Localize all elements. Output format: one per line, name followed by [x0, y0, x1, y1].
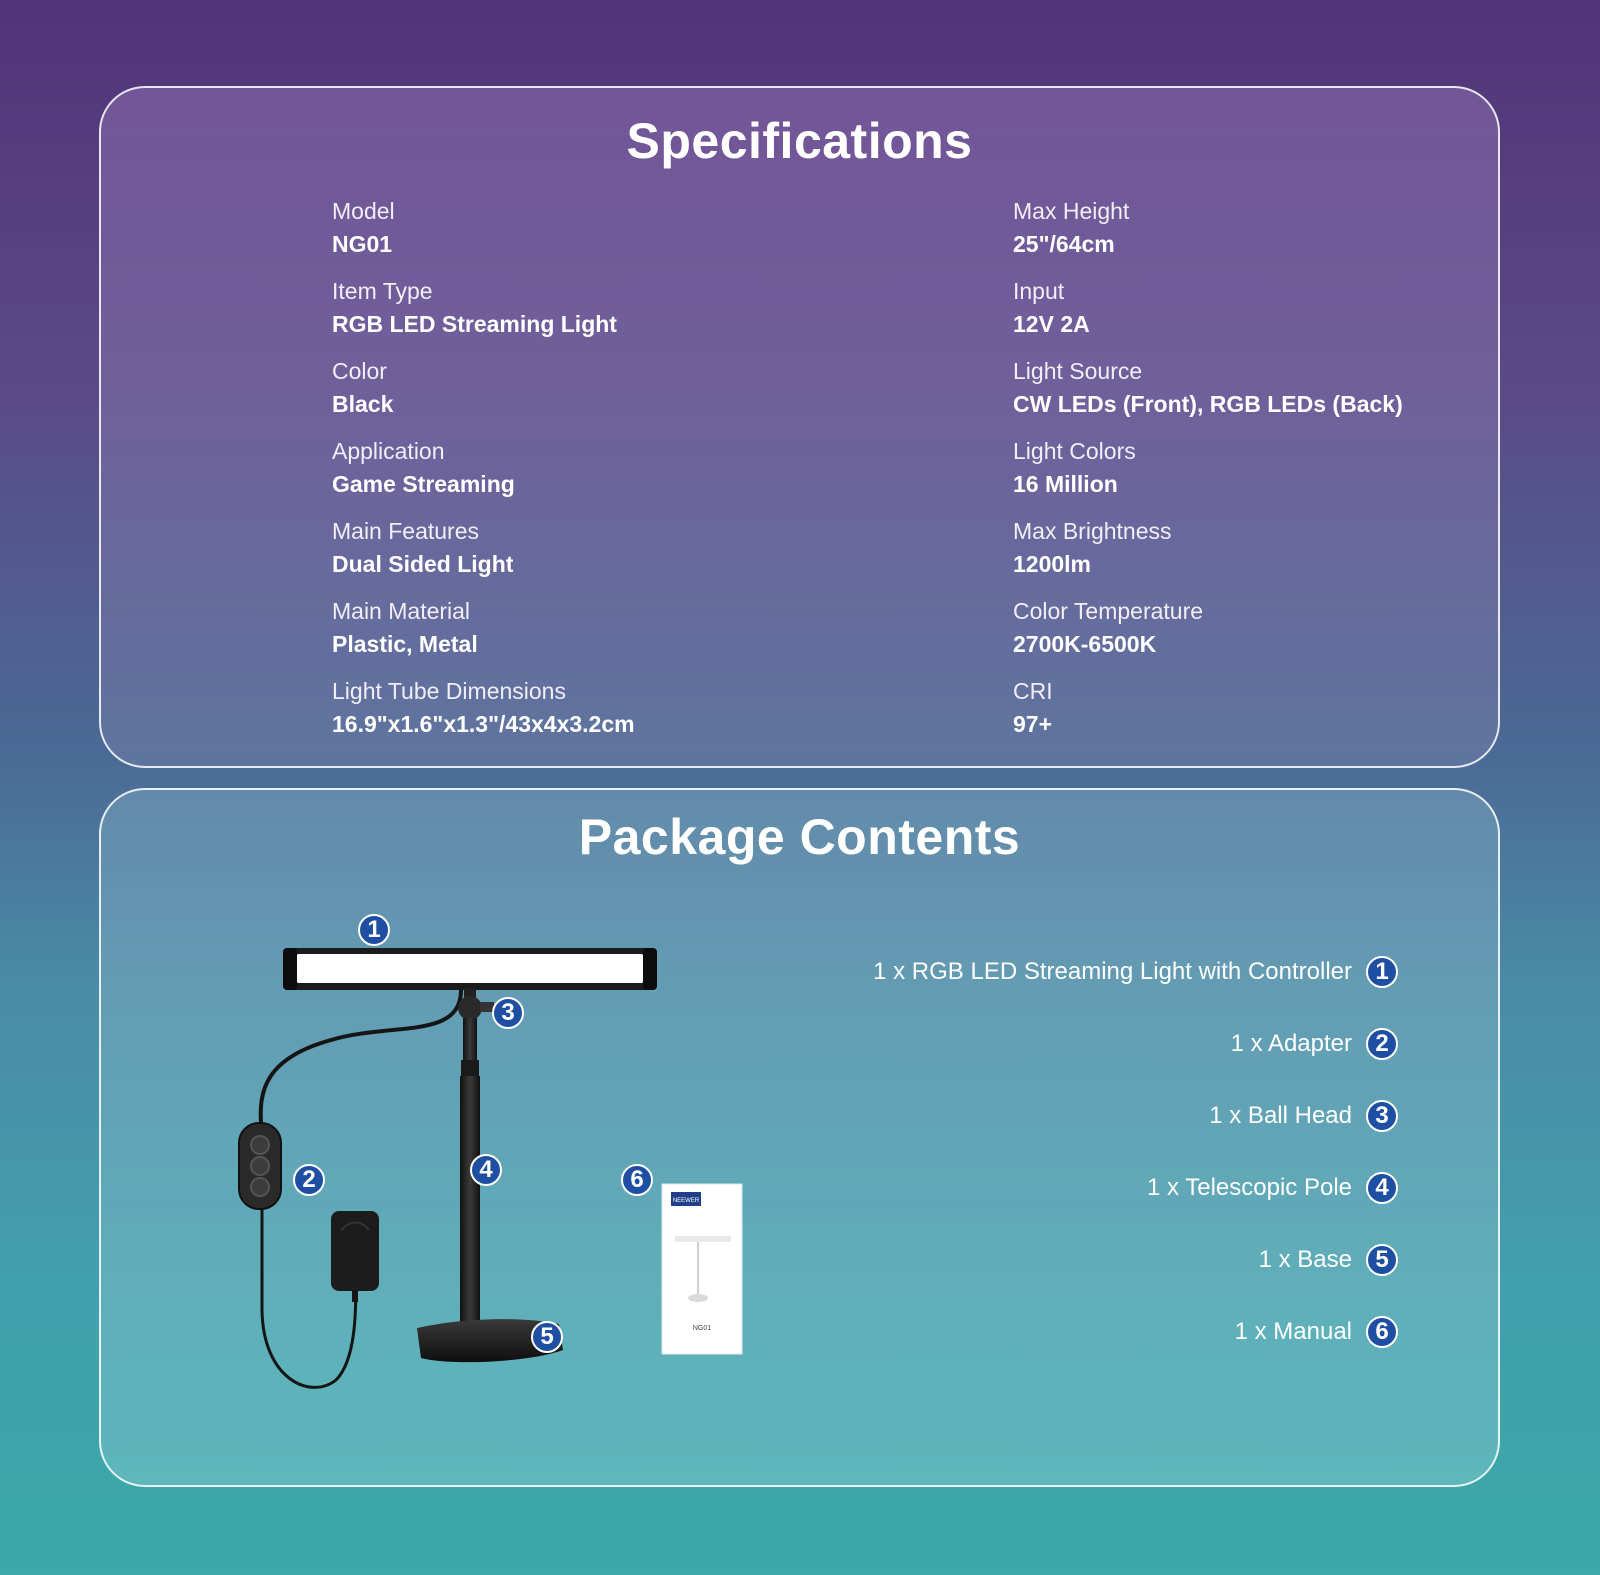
spec-label: Light Colors [1013, 438, 1136, 464]
package-contents-list [758, 936, 1398, 1368]
spec-label: Main Features [332, 518, 480, 544]
spec-label: Color [332, 358, 387, 384]
adapter-image [331, 1211, 379, 1302]
spec-row-color [332, 356, 635, 436]
package-item [758, 1008, 1398, 1080]
spec-label: Input [1013, 278, 1065, 304]
specifications-panel [99, 86, 1500, 768]
inline-controller-image [239, 1123, 281, 1209]
spec-row-light-tube-dimensions [332, 676, 635, 756]
callout-badge-1: 1 [358, 914, 390, 946]
callout-badge-6: 6 [621, 1164, 653, 1196]
spec-value: 25"/64cm [1013, 231, 1115, 257]
spec-label: Application [332, 438, 445, 464]
spec-label: Model [332, 198, 395, 224]
spec-value: 97+ [1013, 711, 1053, 737]
spec-row-item-type [332, 276, 635, 356]
package-item-text: 1 x Manual [1234, 1318, 1352, 1345]
callout-badge-3: 3 [492, 997, 524, 1029]
product-illustration [101, 790, 801, 1489]
power-cable [261, 990, 461, 1123]
package-item-text: 1 x Adapter [1230, 1030, 1352, 1057]
spec-row-light-colors [1013, 436, 1403, 516]
callout-badge-4: 4 [470, 1154, 502, 1186]
spec-value: 1200lm [1013, 551, 1092, 577]
package-item [758, 936, 1398, 1008]
spec-value: Black [332, 391, 394, 417]
spec-label: Max Height [1013, 198, 1130, 224]
ball-head-image [458, 988, 494, 1020]
spec-value: 16.9"x1.6"x1.3"/43x4x3.2cm [332, 711, 635, 737]
spec-label: CRI [1013, 678, 1053, 704]
package-item-text: 1 x Telescopic Pole [1146, 1174, 1352, 1201]
spec-value: CW LEDs (Front), RGB LEDs (Back) [1013, 391, 1403, 417]
manual-image [662, 1184, 742, 1354]
package-item-text: 1 x Ball Head [1209, 1102, 1352, 1129]
spec-row-application [332, 436, 635, 516]
spec-row-light-source [1013, 356, 1403, 436]
spec-row-main-material [332, 596, 635, 676]
package-item-text: 1 x Base [1258, 1246, 1352, 1273]
item-number-badge: 4 [1366, 1172, 1398, 1204]
spec-value: Dual Sided Light [332, 551, 514, 577]
specifications-left-column [332, 196, 635, 756]
item-number-badge: 2 [1366, 1028, 1398, 1060]
spec-row-max-brightness [1013, 516, 1403, 596]
spec-label: Main Material [332, 598, 471, 624]
specifications-title: Specifications [626, 113, 973, 169]
callout-badge-5: 5 [531, 1321, 563, 1353]
spec-row-cri [1013, 676, 1403, 756]
package-contents-title: Package Contents [578, 809, 1021, 865]
spec-value: Plastic, Metal [332, 631, 478, 657]
spec-value: RGB LED Streaming Light [332, 311, 617, 337]
package-contents-panel [99, 788, 1500, 1487]
manual-brand-text: NEEWER [672, 1198, 700, 1204]
spec-label: Light Source [1013, 358, 1143, 384]
spec-value: 2700K-6500K [1013, 631, 1157, 657]
spec-row-color-temperature [1013, 596, 1403, 676]
package-item [758, 1296, 1398, 1368]
light-bar-image [283, 948, 657, 990]
spec-row-input [1013, 276, 1403, 356]
spec-label: Item Type [332, 278, 433, 304]
spec-value: NG01 [332, 231, 393, 257]
manual-model-text: NG01 [692, 1325, 712, 1332]
spec-label: Color Temperature [1013, 598, 1204, 624]
package-item [758, 1152, 1398, 1224]
package-item [758, 1080, 1398, 1152]
callout-badge-2: 2 [293, 1164, 325, 1196]
spec-label: Max Brightness [1013, 518, 1172, 544]
package-item [758, 1224, 1398, 1296]
spec-row-main-features [332, 516, 635, 596]
specifications-right-column [1013, 196, 1403, 756]
spec-value: Game Streaming [332, 471, 515, 497]
item-number-badge: 1 [1366, 956, 1398, 988]
package-item-text: 1 x RGB LED Streaming Light with Controller [873, 958, 1352, 985]
item-number-badge: 3 [1366, 1100, 1398, 1132]
spec-row-max-height [1013, 196, 1403, 276]
item-number-badge: 5 [1366, 1244, 1398, 1276]
spec-label: Light Tube Dimensions [332, 678, 566, 704]
spec-row-model [332, 196, 635, 276]
spec-value: 16 Million [1013, 471, 1118, 497]
spec-value: 12V 2A [1013, 311, 1090, 337]
item-number-badge: 6 [1366, 1316, 1398, 1348]
